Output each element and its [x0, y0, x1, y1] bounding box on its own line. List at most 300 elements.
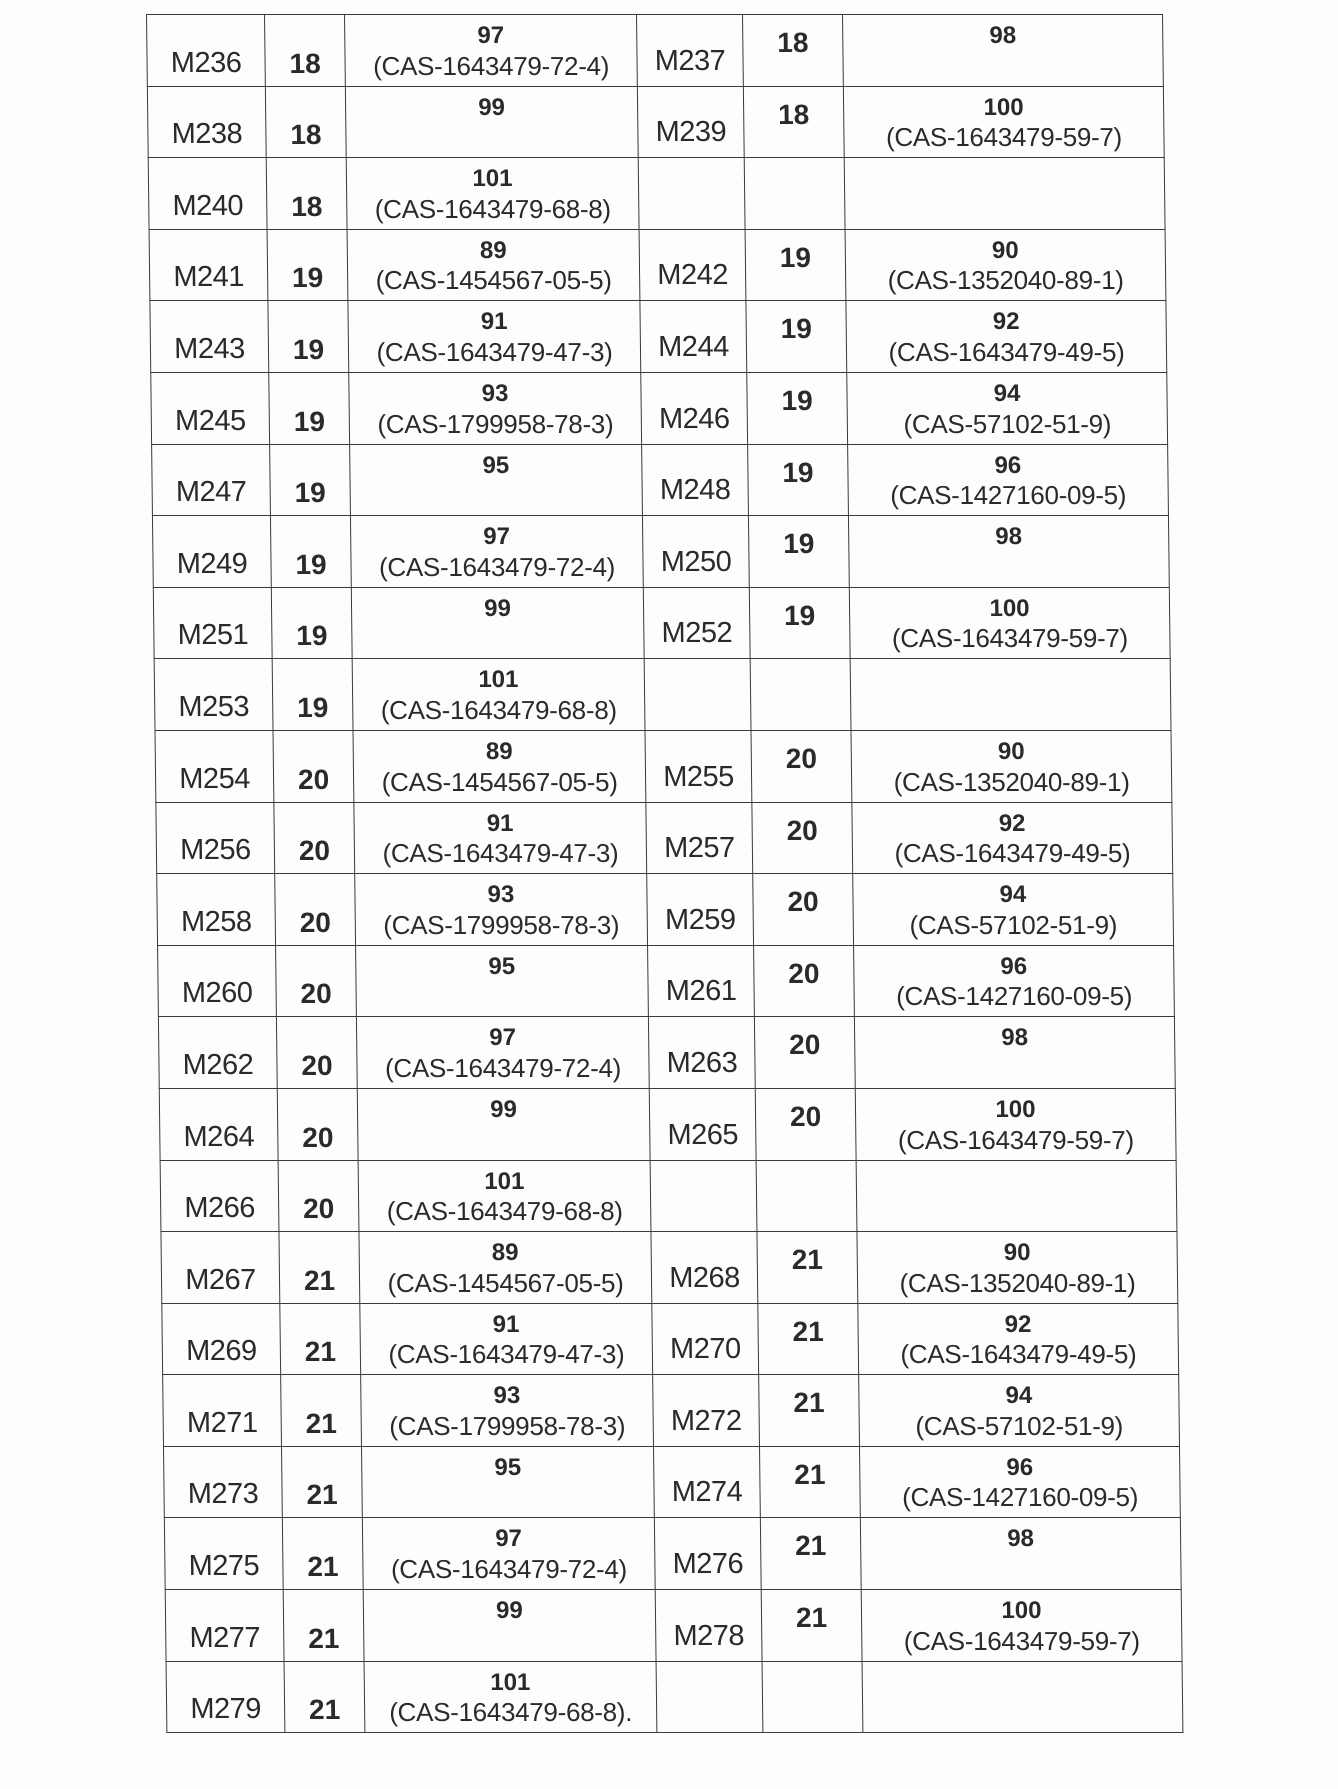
example-cell [748, 516, 849, 588]
mixture-code-cell [640, 301, 747, 373]
mixture-code-cell [164, 1518, 283, 1590]
compound-number: 96 [1000, 952, 1028, 980]
mixture-code-cell [159, 1088, 278, 1160]
compound-number: 91 [486, 809, 514, 837]
mixture-code: M250 [660, 545, 732, 578]
example-number: 19 [296, 691, 329, 723]
compound-cell [862, 1661, 1183, 1733]
compound-cell [844, 158, 1165, 230]
example-cell [280, 1303, 361, 1375]
mixture-code-cell [650, 1160, 757, 1232]
cas-number: (CAS-1427160-09-5) [901, 1482, 1139, 1513]
compound-number: 99 [484, 594, 512, 622]
mixture-code-cell [163, 1375, 282, 1447]
table-row [152, 444, 1169, 516]
example-cell [265, 86, 346, 158]
compound-cell [346, 158, 639, 230]
compound-cell [851, 730, 1172, 802]
example-number: 20 [302, 1193, 335, 1225]
compound-number: 93 [487, 881, 515, 909]
compound-cell [855, 1088, 1176, 1160]
compound-number: 89 [485, 737, 513, 765]
compound-number: 94 [1005, 1382, 1033, 1410]
example-number: 18 [777, 27, 809, 58]
compound-number: 96 [994, 451, 1022, 479]
mixture-code: M270 [669, 1333, 741, 1366]
compound-cell [350, 444, 643, 516]
table-row [152, 516, 1169, 588]
compound-cell [364, 1661, 657, 1733]
example-cell [266, 158, 347, 230]
cas-number: (CAS-1643479-68-8) [374, 193, 611, 224]
example-cell [746, 301, 847, 373]
compound-number: 97 [489, 1024, 517, 1052]
compound-cell [356, 1017, 649, 1089]
cas-number: (CAS-1799958-78-3) [383, 909, 620, 940]
mixture-code-cell [160, 1160, 279, 1232]
mixture-code: M272 [670, 1404, 742, 1437]
cas-number: (CAS-57102-51-9) [903, 408, 1112, 439]
mixture-code-cell [654, 1446, 761, 1518]
mixture-code-cell [643, 587, 750, 659]
example-cell [743, 15, 844, 87]
cas-number: (CAS-1643479-72-4) [378, 551, 616, 582]
mixture-code: M278 [673, 1619, 745, 1652]
cas-number: (CAS-1643479-72-4) [390, 1554, 628, 1585]
example-cell [760, 1518, 861, 1590]
example-number: 19 [293, 405, 326, 437]
mixture-code-cell [641, 372, 748, 444]
table-row [165, 1590, 1182, 1662]
compound-cell [849, 587, 1170, 659]
mixture-code-cell [637, 15, 744, 87]
compound-cell [847, 372, 1168, 444]
mixture-code: M237 [654, 44, 726, 77]
example-cell [749, 587, 850, 659]
table-row [147, 15, 1164, 87]
mixture-code: M252 [661, 617, 733, 650]
mixture-code: M241 [173, 261, 245, 294]
example-number: 21 [794, 1458, 826, 1490]
example-number: 18 [290, 119, 322, 151]
compound-number: 98 [989, 22, 1017, 49]
mixture-code: M239 [655, 116, 727, 149]
compound-number: 95 [482, 451, 510, 479]
mixture-code-cell [646, 802, 753, 874]
table-row [150, 301, 1167, 373]
mixture-code-cell [639, 229, 746, 301]
compound-table [146, 14, 1183, 1733]
example-number: 20 [298, 835, 331, 867]
mixture-code: M238 [171, 118, 243, 151]
cas-number: (CAS-1643479-72-4) [372, 50, 610, 81]
compound-number: 98 [1001, 1024, 1029, 1052]
mixture-code: M275 [188, 1550, 260, 1583]
example-cell [284, 1661, 365, 1733]
table-row [162, 1303, 1179, 1375]
table-row [160, 1160, 1177, 1232]
example-number: 21 [794, 1530, 827, 1562]
example-cell [752, 802, 853, 874]
example-cell [274, 802, 355, 874]
mixture-code-cell [648, 945, 755, 1017]
mixture-code: M258 [180, 905, 252, 938]
compound-number: 89 [491, 1239, 519, 1267]
compound-cell [856, 1160, 1177, 1232]
mixture-code-cell [656, 1661, 763, 1733]
compound-number: 97 [495, 1525, 523, 1553]
compound-cell [345, 15, 638, 87]
compound-cell [848, 516, 1169, 588]
mixture-code-cell [166, 1661, 285, 1733]
cas-number: (CAS-1799958-78-3) [377, 408, 614, 439]
compound-cell [857, 1232, 1178, 1304]
mixture-code-cell [155, 730, 274, 802]
compound-cell [843, 86, 1164, 158]
example-cell [760, 1446, 861, 1518]
cas-number: (CAS-1643479-59-7) [891, 623, 1129, 654]
mixture-code: M265 [667, 1118, 739, 1151]
mixture-code: M264 [183, 1120, 255, 1153]
example-cell [750, 659, 851, 731]
example-number: 20 [789, 1100, 822, 1132]
example-cell [748, 444, 849, 516]
example-number: 21 [304, 1336, 337, 1368]
cas-number: (CAS-1643479-49-5) [900, 1339, 1137, 1370]
compound-number: 100 [983, 93, 1024, 121]
compound-cell [850, 659, 1171, 731]
compound-number: 95 [494, 1453, 522, 1481]
compound-number: 96 [1006, 1453, 1034, 1481]
example-cell [265, 15, 346, 87]
table-row [158, 945, 1175, 1017]
example-number: 19 [294, 477, 326, 509]
example-number: 19 [783, 599, 816, 631]
example-cell [754, 1017, 855, 1089]
compound-cell [852, 802, 1173, 874]
example-number: 19 [296, 620, 328, 652]
compound-number: 97 [483, 523, 511, 551]
mixture-code: M244 [657, 330, 729, 363]
example-number: 20 [302, 1121, 334, 1153]
example-cell [276, 945, 357, 1017]
example-cell [276, 1017, 357, 1089]
example-number: 19 [779, 241, 812, 273]
cas-number: (CAS-1454567-05-5) [387, 1267, 624, 1298]
example-cell [283, 1590, 364, 1662]
example-number: 21 [306, 1479, 338, 1511]
example-cell [743, 86, 844, 158]
cas-number: (CAS-1643479-59-7) [897, 1124, 1135, 1155]
mixture-code-cell [158, 1017, 277, 1089]
mixture-code: M253 [178, 690, 250, 723]
example-number: 20 [786, 814, 818, 846]
mixture-code: M274 [671, 1476, 743, 1509]
cas-number: (CAS-57102-51-9) [909, 909, 1118, 940]
compound-cell [848, 444, 1169, 516]
example-number: 18 [777, 98, 810, 130]
example-cell [759, 1375, 860, 1447]
compound-number: 93 [493, 1382, 521, 1410]
mixture-code-cell [651, 1232, 758, 1304]
mixture-code-cell [653, 1375, 760, 1447]
mixture-code: M249 [176, 547, 248, 580]
compound-number: 100 [995, 1095, 1036, 1123]
mixture-code-cell [154, 659, 273, 731]
compound-cell [363, 1590, 656, 1662]
mixture-code-cell [648, 1017, 755, 1089]
compound-cell [854, 1017, 1175, 1089]
mixture-code-cell [153, 587, 272, 659]
mixture-code: M259 [664, 903, 736, 936]
example-cell [278, 1160, 359, 1232]
mixture-code-cell [642, 444, 749, 516]
table-row [147, 86, 1164, 158]
mixture-code: M279 [190, 1693, 262, 1726]
cas-number: (CAS-1352040-89-1) [899, 1267, 1136, 1298]
example-number: 19 [292, 333, 325, 365]
example-cell [269, 372, 350, 444]
cas-number: (CAS-1454567-05-5) [381, 766, 618, 797]
example-number: 19 [295, 548, 327, 580]
mixture-code: M267 [185, 1263, 256, 1296]
example-number: 21 [305, 1407, 337, 1439]
compound-number: 92 [998, 809, 1026, 837]
cas-number: (CAS-1643479-49-5) [888, 336, 1125, 367]
mixture-code: M268 [669, 1261, 740, 1294]
example-cell [756, 1160, 857, 1232]
compound-cell [353, 730, 646, 802]
mixture-code: M257 [663, 832, 735, 865]
example-number: 21 [795, 1602, 828, 1634]
compound-cell [858, 1303, 1179, 1375]
compound-cell [860, 1446, 1181, 1518]
example-number: 18 [291, 190, 323, 222]
cas-number: (CAS-1799958-78-3) [389, 1410, 626, 1441]
compound-number: 91 [480, 308, 508, 336]
cas-number: (CAS-57102-51-9) [915, 1410, 1124, 1441]
example-cell [281, 1375, 362, 1447]
table-row [166, 1661, 1183, 1733]
compound-number: 99 [478, 93, 506, 121]
example-number: 19 [782, 456, 814, 488]
table-row [156, 802, 1173, 874]
compound-number: 95 [488, 952, 516, 980]
example-number: 20 [299, 906, 332, 938]
mixture-code-cell [158, 945, 277, 1017]
compound-cell [348, 301, 641, 373]
compound-cell [853, 874, 1174, 946]
example-cell [272, 659, 353, 731]
example-number: 19 [783, 528, 815, 560]
mixture-code-cell [162, 1303, 281, 1375]
example-cell [761, 1590, 862, 1662]
example-cell [747, 372, 848, 444]
mixture-code-cell [642, 516, 749, 588]
mixture-code-cell [156, 802, 275, 874]
cas-number: (CAS-1643479-59-7) [903, 1625, 1140, 1656]
example-cell [270, 444, 351, 516]
compound-cell [352, 659, 645, 731]
cas-number: (CAS-1643479-49-5) [894, 838, 1131, 869]
mixture-code: M242 [657, 259, 729, 292]
mixture-code-cell [654, 1518, 761, 1590]
mixture-code: M260 [181, 977, 253, 1010]
example-cell [755, 1088, 856, 1160]
compound-cell [859, 1375, 1180, 1447]
cas-number: (CAS-1427160-09-5) [895, 981, 1133, 1012]
mixture-code-cell [151, 372, 270, 444]
example-number: 20 [788, 1029, 821, 1061]
compound-cell [356, 945, 649, 1017]
mixture-code: M262 [182, 1048, 254, 1081]
compound-cell [355, 874, 648, 946]
compound-cell [860, 1518, 1181, 1590]
cas-number: (CAS-1352040-89-1) [887, 265, 1124, 296]
cas-number: (CAS-1643479-47-3) [382, 838, 619, 869]
mixture-code: M246 [658, 402, 730, 435]
compound-number: 97 [477, 22, 505, 49]
compound-cell [349, 372, 642, 444]
compound-number: 101 [484, 1167, 525, 1195]
compound-cell [359, 1232, 652, 1304]
mixture-code: M266 [184, 1192, 256, 1225]
compound-cell [846, 301, 1167, 373]
compound-number: 101 [478, 666, 519, 694]
mixture-code: M256 [179, 834, 251, 867]
table-row [149, 229, 1166, 301]
compound-cell [345, 86, 638, 158]
example-number: 20 [301, 1049, 333, 1081]
example-cell [275, 874, 356, 946]
example-number: 20 [297, 763, 330, 795]
mixture-code-cell [152, 516, 271, 588]
mixture-code-cell [150, 301, 269, 373]
table-row [154, 659, 1171, 731]
example-cell [270, 516, 351, 588]
compound-cell [354, 802, 647, 874]
compound-number: 100 [1001, 1597, 1042, 1625]
table-row [164, 1518, 1181, 1590]
compound-number: 98 [1007, 1525, 1035, 1553]
example-cell [267, 229, 348, 301]
compound-cell [358, 1160, 651, 1232]
example-cell [268, 301, 349, 373]
compound-cell [362, 1446, 655, 1518]
table-row [153, 587, 1170, 659]
compound-number: 90 [997, 737, 1025, 765]
compound-cell [362, 1518, 655, 1590]
compound-number: 100 [989, 594, 1030, 622]
cas-number: (CAS-1643479-47-3) [388, 1339, 625, 1370]
compound-number: 89 [479, 236, 507, 264]
example-number: 19 [781, 384, 813, 416]
mixture-code: M261 [665, 975, 737, 1008]
mixture-code: M251 [177, 619, 249, 652]
cas-number: (CAS-1643479-68-8). [389, 1697, 633, 1728]
mixture-code-cell [149, 229, 268, 301]
example-cell [282, 1446, 363, 1518]
example-number: 20 [300, 978, 332, 1010]
example-number: 21 [793, 1387, 825, 1419]
compound-number: 101 [490, 1668, 531, 1696]
example-number: 21 [303, 1264, 336, 1296]
mixture-code-cell [655, 1590, 762, 1662]
example-number: 20 [787, 886, 819, 918]
example-number: 21 [308, 1694, 341, 1726]
mixture-code: M243 [174, 332, 245, 365]
cas-number: (CAS-1427160-09-5) [890, 480, 1127, 511]
mixture-code: M269 [185, 1335, 257, 1368]
mixture-code-cell [638, 158, 745, 230]
cas-number: (CAS-1352040-89-1) [893, 766, 1130, 797]
mixture-code: M247 [175, 476, 247, 509]
cas-number: (CAS-1643479-59-7) [885, 122, 1123, 153]
compound-number: 94 [999, 881, 1027, 909]
compound-cell [861, 1590, 1182, 1662]
compound-cell [357, 1088, 650, 1160]
compound-number: 99 [495, 1597, 523, 1625]
example-cell [271, 587, 352, 659]
compound-cell [854, 945, 1175, 1017]
compound-cell [361, 1375, 654, 1447]
example-cell [758, 1303, 859, 1375]
table-row [155, 730, 1172, 802]
compound-cell [347, 229, 640, 301]
compound-number: 98 [995, 523, 1023, 551]
compound-cell [845, 229, 1166, 301]
mixture-code: M263 [666, 1046, 738, 1079]
mixture-code-cell [647, 874, 754, 946]
example-number: 20 [785, 742, 818, 774]
compound-number: 99 [489, 1095, 518, 1123]
example-cell [751, 730, 852, 802]
table-row [159, 1088, 1176, 1160]
cas-number: (CAS-1643479-68-8) [386, 1196, 623, 1227]
mixture-code: M240 [172, 189, 244, 222]
example-cell [277, 1088, 358, 1160]
mixture-code-cell [147, 86, 266, 158]
mixture-code-cell [649, 1088, 756, 1160]
compound-number: 90 [991, 236, 1019, 264]
compound-cell [350, 516, 643, 588]
example-cell [282, 1518, 363, 1590]
example-number: 19 [780, 313, 812, 345]
table-row [151, 372, 1168, 444]
compound-number: 91 [492, 1310, 520, 1338]
table-row [163, 1375, 1180, 1447]
mixture-code-cell [148, 158, 267, 230]
compound-number: 101 [472, 165, 513, 193]
example-cell [744, 158, 845, 230]
example-cell [745, 229, 846, 301]
compound-cell [360, 1303, 653, 1375]
mixture-code: M254 [179, 762, 251, 795]
example-cell [273, 730, 354, 802]
mixture-code-cell [147, 15, 266, 87]
example-number: 18 [289, 47, 321, 79]
mixture-code-cell [157, 874, 276, 946]
mixture-code: M248 [659, 474, 731, 507]
mixture-code-cell [152, 444, 271, 516]
table-row [164, 1446, 1181, 1518]
cas-number: (CAS-1643479-72-4) [384, 1052, 622, 1083]
compound-cell [351, 587, 644, 659]
compound-cell [843, 15, 1164, 87]
mixture-code: M277 [189, 1621, 261, 1654]
example-number: 19 [291, 262, 324, 294]
compound-number: 92 [992, 308, 1020, 336]
